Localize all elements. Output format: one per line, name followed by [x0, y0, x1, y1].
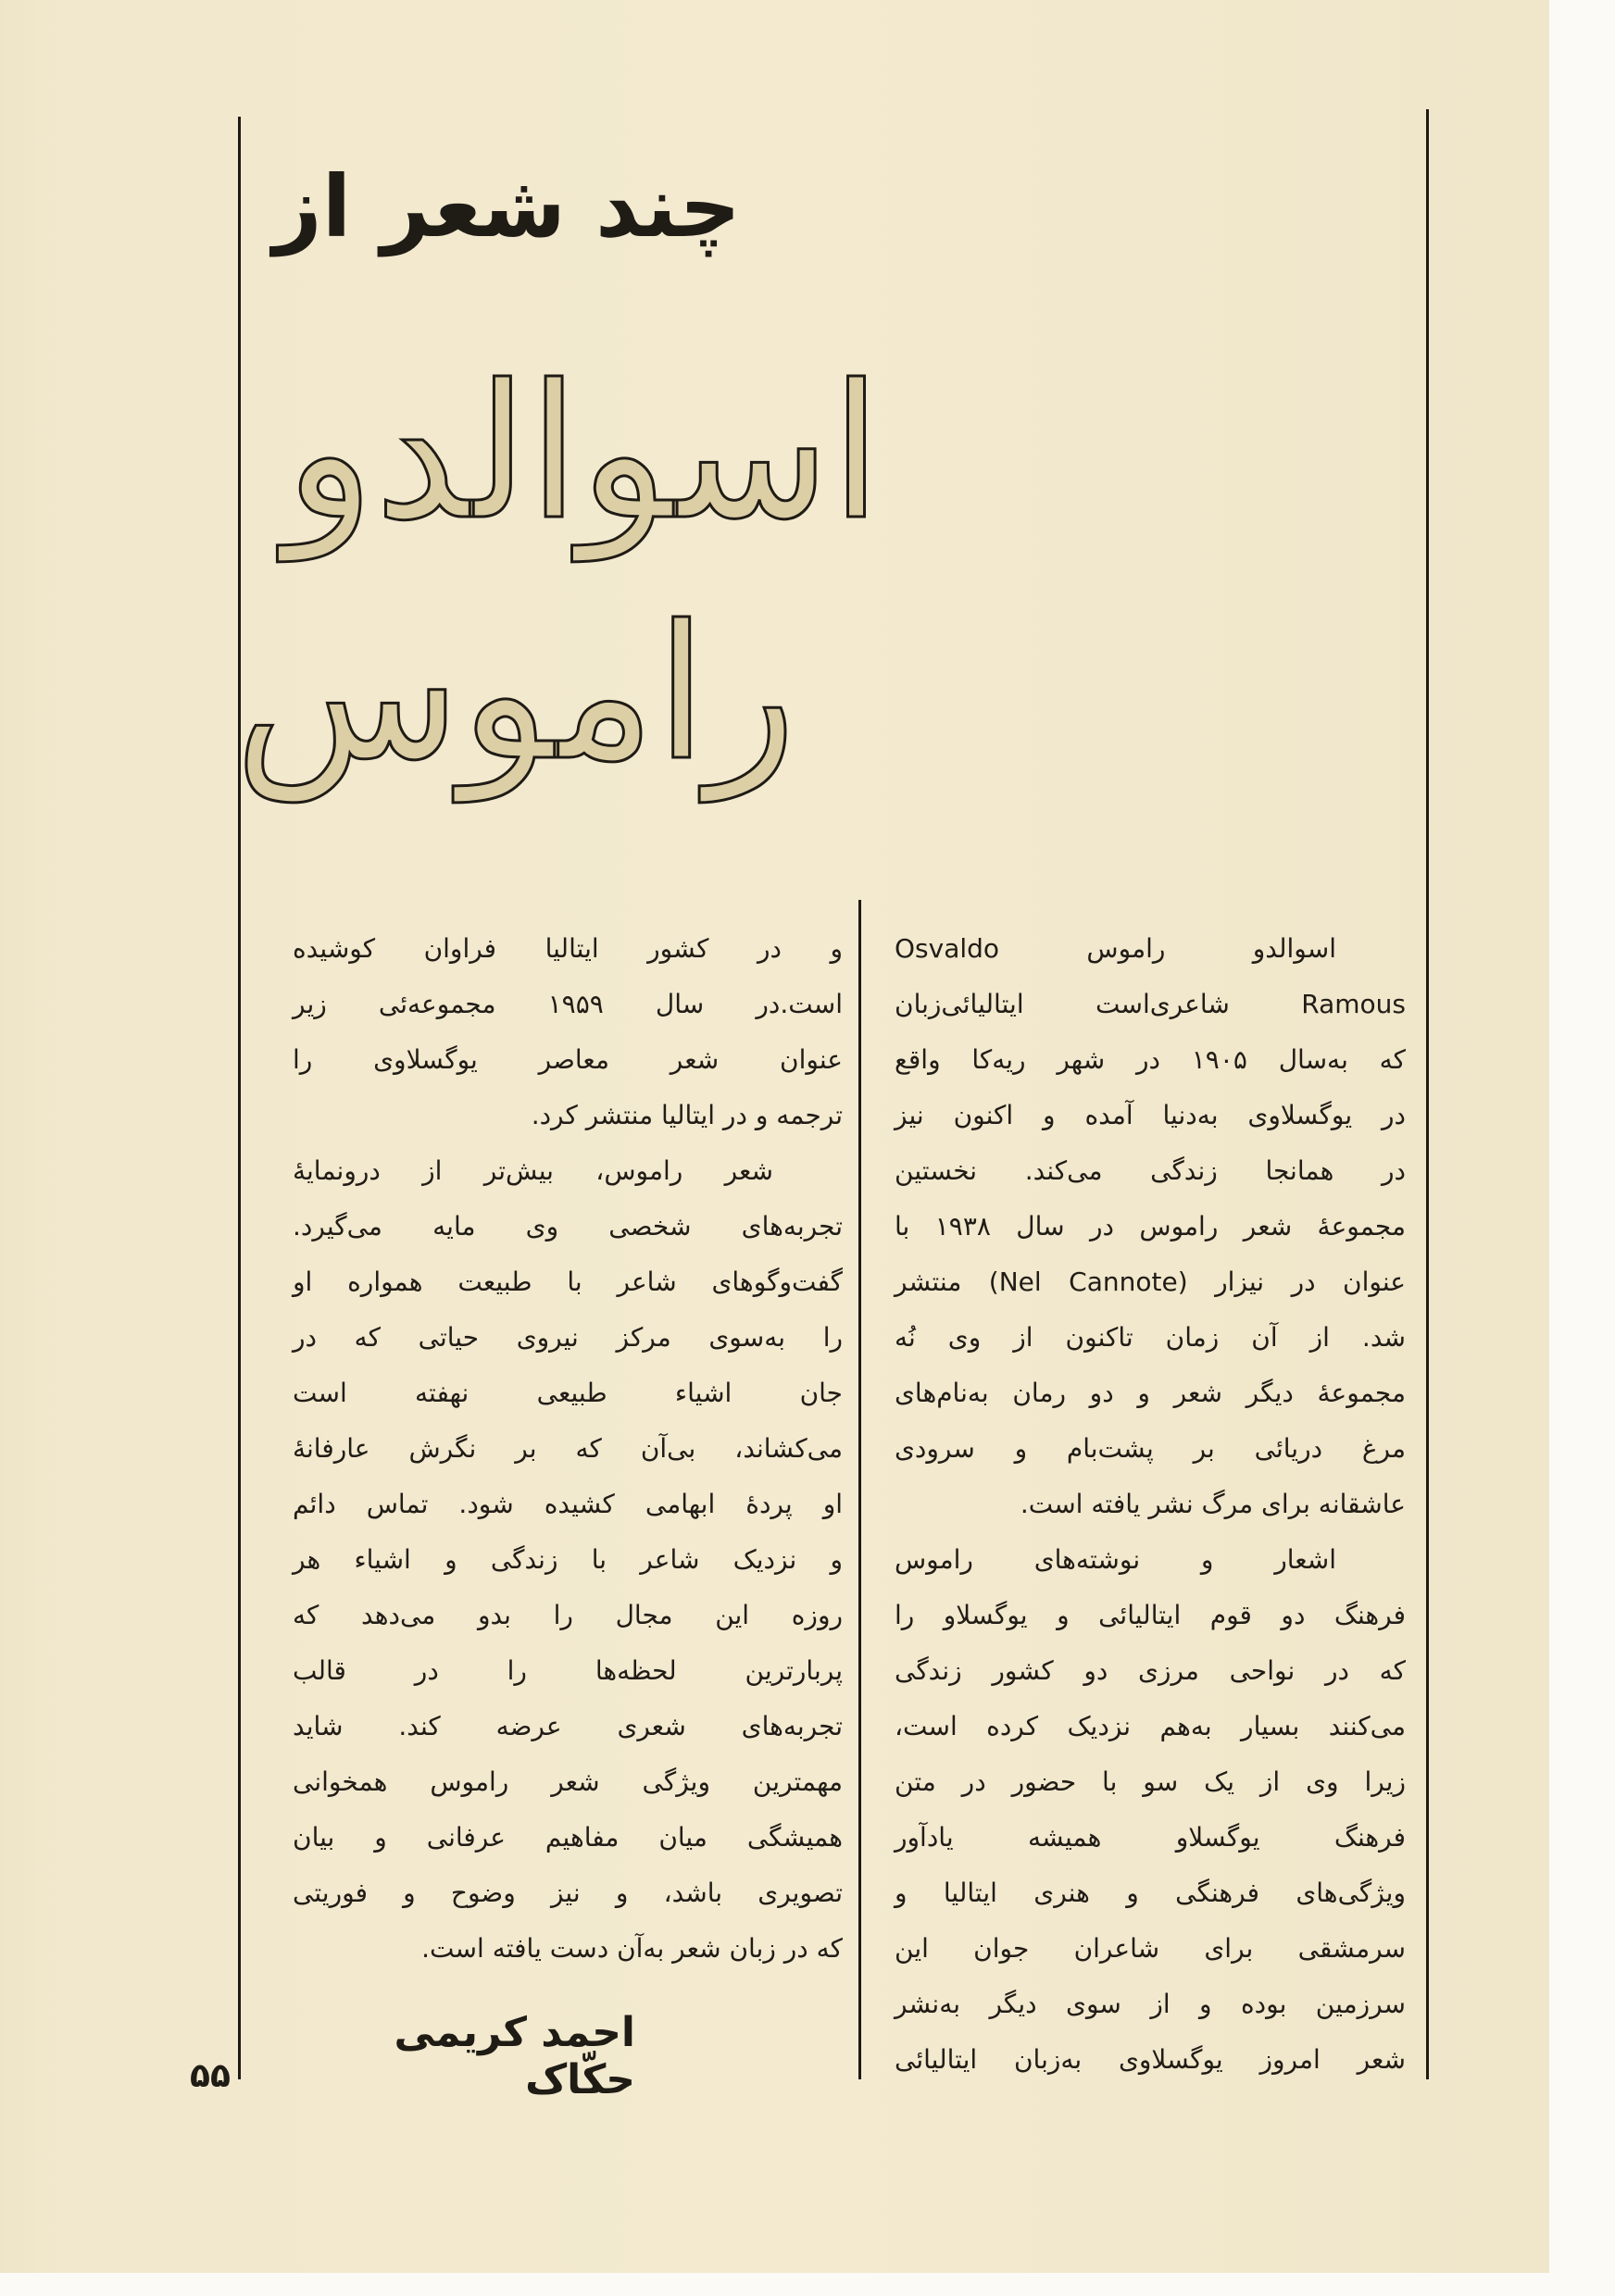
text-line: ترجمه و در ایتالیا منتشر کرد.: [531, 1100, 843, 1130]
author-name: احمد کریمی حکّاک: [394, 2009, 635, 2103]
text-line: زیرا وی از یک سو با حضور در متن: [895, 1766, 1406, 1797]
page-number: ۵۵: [190, 2057, 231, 2095]
text-line: مرغ دریائی بر پشت‌بام و سرودی: [895, 1433, 1406, 1464]
text-line: در یوگسلاوی به‌دنیا آمده و اکنون نیز: [895, 1100, 1406, 1130]
poet-last-name-outline: راموس: [234, 586, 796, 802]
text-line: همیشگی میان مفاهیم عرفانی و بیان: [293, 1822, 843, 1853]
text-line: عاشقانه برای مرگ نشر یافته است.: [1020, 1489, 1406, 1519]
text-line: سرزمین بوده و از سوی دیگر به‌نشر: [895, 1989, 1406, 2019]
text-line: گفت‌وگوهای شاعر با طبیعت همواره او: [293, 1267, 843, 1297]
text-line: است.در سال ۱۹۵۹ مجموعه‌ئی زیر: [293, 989, 843, 1019]
text-line: که به‌سال ۱۹۰۵ در شهر ریه‌کا واقع: [895, 1044, 1406, 1075]
text-line: روزه این مجال را بدو می‌دهد که: [293, 1600, 843, 1630]
text-line: شد. از آن زمان تاکنون از وی نُه: [895, 1322, 1406, 1353]
text-line: فرهنگ دو قوم ایتالیائی و یوگسلاو را: [895, 1600, 1406, 1630]
text-line: و در کشور ایتالیا فراوان کوشیده: [293, 933, 843, 964]
text-line: تجربه‌های شخصی وی مایه می‌گیرد.: [293, 1211, 843, 1242]
text-line: را به‌سوی مرکز نیروی حیاتی که در: [293, 1322, 843, 1353]
text-line: تجربه‌های شعری عرضه کند. شاید: [293, 1711, 843, 1741]
left-border-line: [238, 117, 241, 2079]
text-line: و نزدیک شاعر با زندگی و اشیاء هر: [293, 1544, 843, 1575]
text-line: مهمترین ویژگی شعر راموس همخوانی: [293, 1766, 843, 1797]
text-line: فرهنگ یوگسلاو همیشه یادآور: [895, 1822, 1406, 1853]
text-line: مجموعهٔ شعر راموس در سال ۱۹۳۸ با: [895, 1211, 1406, 1242]
text-line: او پردهٔ ابهامی کشیده شود. تماس دائم: [293, 1489, 843, 1519]
right-border-line: [1426, 109, 1429, 2079]
text-line: عنوان در نیزار (Nel Cannote) منتشر: [895, 1267, 1406, 1297]
text-line: مجموعهٔ دیگر شعر و دو رمان به‌نام‌های: [895, 1378, 1406, 1408]
text-line: شعر امروز یوگسلاوی به‌زبان ایتالیائی: [895, 2044, 1406, 2075]
text-line: سرمشقی برای شاعران جوان این: [895, 1933, 1406, 1964]
text-line: که در زبان شعر به‌آن دست یافته است.: [421, 1933, 843, 1964]
text-line: در همانجا زندگی می‌کند. نخستین: [895, 1155, 1406, 1186]
article-title: چند شعر از: [272, 157, 741, 256]
left-text-column: [293, 921, 843, 1977]
text-line: می‌کنند بسیار به‌هم نزدیک کرده است،: [895, 1711, 1406, 1741]
column-divider: [858, 900, 861, 2079]
text-line: می‌کشاند، بی‌آن که بر نگرش عارفانهٔ: [293, 1433, 843, 1464]
text-line: تصویری باشد، و نیز وضوح و فوریتی: [293, 1878, 843, 1908]
text-line: جان اشیاء طبیعی نهفته است: [293, 1378, 843, 1408]
text-line: شعر راموس، بیش‌تر از درونمایهٔ: [293, 1155, 773, 1186]
text-line: که در نواحی مرزی دو کشور زندگی: [895, 1655, 1406, 1686]
text-line: عنوان شعر معاصر یوگسلاوی را: [293, 1044, 843, 1075]
text-line: اشعار و نوشته‌های راموس: [895, 1544, 1336, 1575]
text-line: Ramous شاعری‌است ایتالیائی‌زبان: [895, 989, 1406, 1019]
poet-first-name-outline: اسوالدو: [284, 345, 883, 561]
text-line: پربارترین لحظه‌ها را در قالب: [293, 1655, 843, 1686]
text-line: اسوالدو راموس Osvaldo: [895, 933, 1336, 964]
text-line: ویژگی‌های فرهنگی و هنری ایتالیا و: [895, 1878, 1406, 1908]
right-text-column: [895, 921, 1406, 2088]
